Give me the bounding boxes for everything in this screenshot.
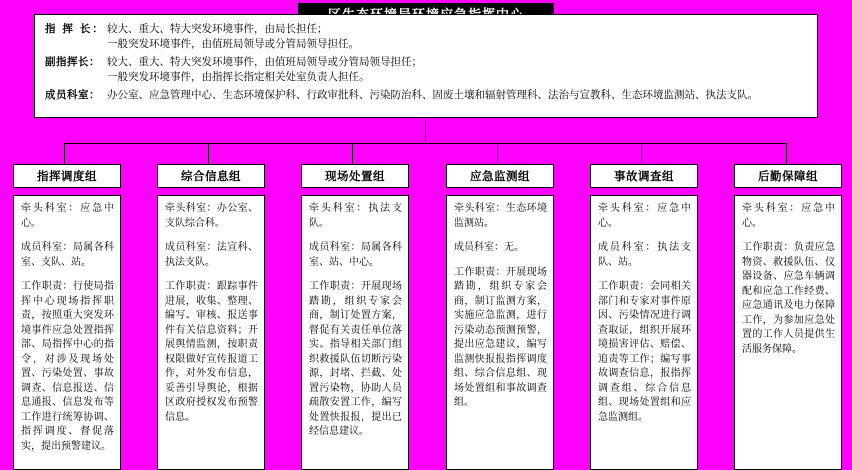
group-column-4: [446, 164, 554, 470]
group-body-2: [157, 195, 265, 470]
connector-trunk: [425, 118, 426, 143]
group-header-6: 后勤保障组: [734, 164, 842, 188]
connector-bus: [64, 143, 786, 144]
roles-box: [34, 14, 818, 118]
group-duty-5: 工作职责：会同相关部门和专家对事件原因、污染情况进行调查取证，组织开展环境损害评估、赔偿、追责等工作；编写事故调查信息，报指挥调查组、综合信息组、现场处置组和应急监测组。: [598, 281, 691, 423]
connector-branch-1: [64, 143, 65, 164]
group-header-2: 综合信息组: [157, 164, 265, 188]
group-members-4: 成员科室：无。: [454, 242, 524, 253]
group-duty-3: 工作职责：开展现场踏勘，组织专家会商，制订处置方案，督促有关责任单位落实。指导相关部门组织救援队伍切断污染源，封堵、拦截、处置污染物，协助人员疏散安置工作，编写处置快报报，提出已经信息建议。: [309, 281, 402, 437]
group-body-6: [734, 195, 842, 470]
connector-branch-6: [786, 143, 787, 164]
group-body-3: [301, 195, 409, 470]
group-column-1: [13, 164, 121, 470]
group-column-5: [590, 164, 698, 470]
group-lead-1: 牵头科室：应急中心。: [21, 203, 114, 229]
connector-branch-5: [641, 143, 642, 164]
role-label-commander: 指 挥 长：: [45, 23, 105, 35]
group-column-2: [157, 164, 265, 470]
group-lead-6: 牵头科室：应急中心。: [742, 203, 835, 229]
role-row-commander: [45, 22, 807, 37]
group-members-1: 成员科室：局属各科室、支队、站。: [21, 242, 114, 268]
group-column-6: [734, 164, 842, 470]
group-members-3: 成员科室：局属各科室、站、中心。: [309, 242, 402, 268]
role-row-members: [45, 88, 807, 103]
group-duty-4: 工作职责：开展现场踏勘，组织专家会商，制订监测方案，实施应急监测，进行污染动态预测预警，提出应急建议，编写监测快报报指挥调度组、综合信息组、现场处置组和事故调查组。: [454, 266, 547, 408]
group-body-4: [446, 195, 554, 470]
role-text-commander: 较大、重大、特大突发环境事件，由局长担任；: [107, 23, 328, 35]
connector-branch-2: [208, 143, 209, 164]
group-body-5: [590, 195, 698, 470]
role-label-deputy: 副指挥长：: [45, 56, 100, 68]
connector-branch-4: [497, 143, 498, 164]
group-header-1: 指挥调度组: [13, 164, 121, 188]
role-sub-commander: 一般突发环境事件，由值班局领导或分管局领导担任。: [107, 38, 359, 50]
group-lead-5: 牵头科室：应急中心。: [598, 203, 691, 229]
group-members-5: 成员科室：执法支队、站。: [598, 242, 691, 268]
group-lead-4: 牵头科室：生态环境监测站。: [454, 203, 547, 229]
role-text-deputy: 较大、重大、特大突发环境事件，由值班局领导或分管局领导担任；: [107, 56, 422, 68]
group-members-2: 成员科室：法宣科、执法支队。: [165, 242, 258, 268]
group-duty-2: 工作职责：跟踪事件进展，收集、整理、编写、审核、报送事件有关信息资料；开展舆情监测，按职责权限做好宣传报道工作，对外发布信息，妥善引导舆论，根据区政府授权发布预警信息。: [165, 281, 258, 423]
group-lead-2: 牵头科室：办公室、支队综合科。: [165, 203, 258, 229]
group-column-3: [301, 164, 409, 470]
group-header-3: 现场处置组: [301, 164, 409, 188]
group-duty-1: 工作职责：行使局指挥中心现场指挥职责，按照重大突发环境事件应急处置指挥部、局指挥中心的指令，对涉及现场处置、污染处置、事故调查、信息报送、信息通报、信息发布等工作进行统筹协调、指挥调度、督促落实，提出预警建议。: [21, 281, 114, 452]
group-lead-3: 牵头科室：执法支队。: [309, 203, 402, 229]
connector-branch-3: [352, 143, 353, 164]
role-text-members: 办公室、应急管理中心、生态环境保护科、行政审批科、污染防治科、固废土壤和辐射管理科、法治与宣教科、生态环境监测站、执法支队。: [107, 89, 758, 101]
role-label-members: 成员科室：: [45, 89, 100, 101]
group-header-5: 事故调查组: [590, 164, 698, 188]
group-header-4: 应急监测组: [446, 164, 554, 188]
role-sub-deputy: 一般突发环境事件，由指挥长指定相关处室负责人担任。: [107, 71, 370, 83]
group-duty-6: 工作职责：负责应急物资、救援队伍、仪器设备、应急车辆调配和应急工作经费、应急通讯及电力保障工作，为参加应急处置的工作人员提供生活服务保障。: [742, 242, 835, 355]
role-row-deputy: [45, 55, 807, 70]
group-body-1: [13, 195, 121, 470]
